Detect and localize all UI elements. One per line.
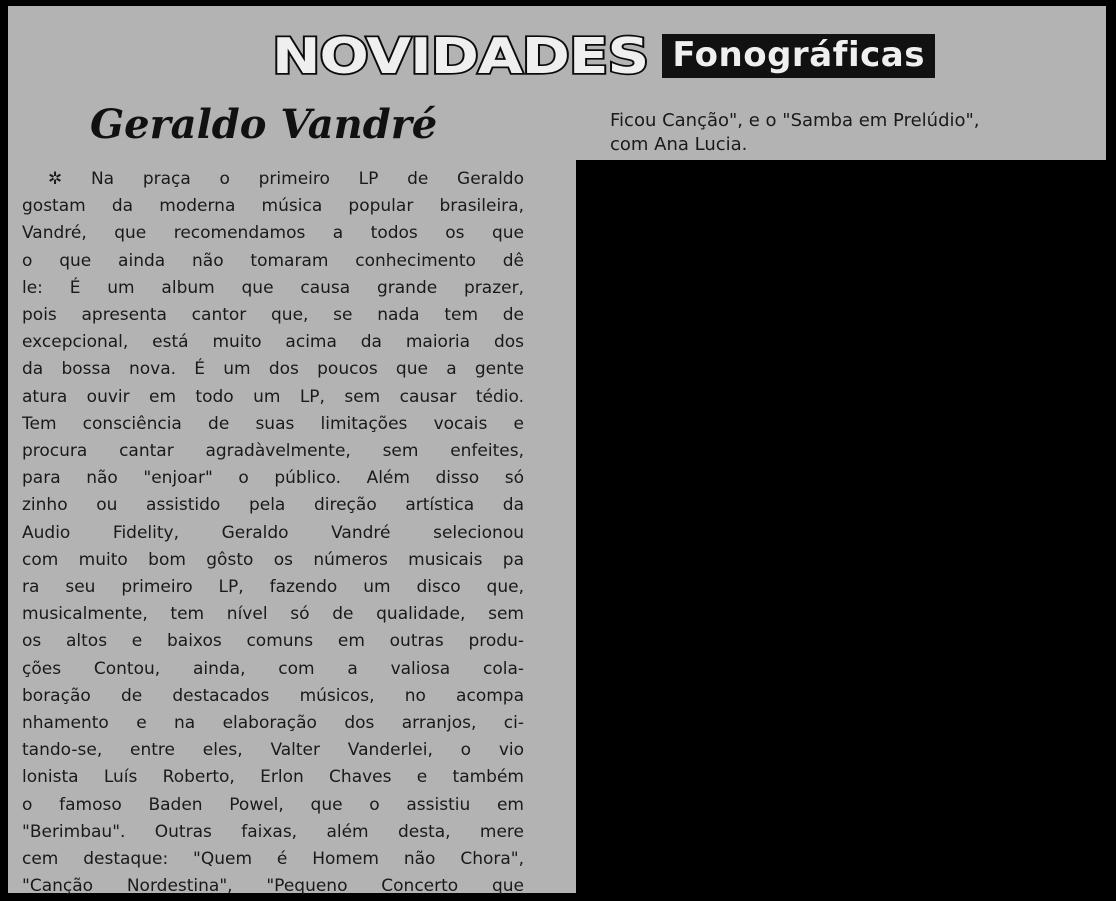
article-line: le: É um album que causa grande prazer, (22, 277, 524, 298)
article-line: procura cantar agradàvelmente, sem enfeites, (22, 441, 524, 462)
article-line: Ficou Canção", e o "Samba em Prelúdio", (610, 110, 980, 131)
article-line: tando-se, entre eles, Valter Vanderlei, o vio (22, 740, 524, 761)
article-title: Geraldo Vandré (90, 101, 438, 148)
masthead-title: NOVIDADES (272, 27, 649, 85)
article-column-right (610, 109, 1110, 157)
article-line: cem destaque: "Quem é Homem não Chora", (22, 849, 524, 870)
article-line: Tem consciência de suas limitações vocais e (22, 413, 524, 434)
article-line: os altos e baixos comuns em outras produ- (22, 631, 524, 652)
article-line: Audio Fidelity, Geraldo Vandré selecionou (22, 522, 524, 543)
article-line: gostam da moderna música popular brasileira, (22, 196, 524, 217)
masthead-subtitle: Fonográficas (662, 34, 935, 78)
article-line: o que ainda não tomaram conhecimento dê (22, 250, 524, 271)
article-line: com Ana Lucia. (610, 134, 748, 155)
article-line: pois apresenta cantor que, se nada tem de (22, 305, 524, 326)
article-line: lonista Luís Roberto, Erlon Chaves e também (22, 767, 524, 788)
section-masthead (272, 26, 935, 86)
article-column-left (22, 166, 524, 900)
article-line: ções Contou, ainda, com a valiosa cola- (22, 658, 524, 679)
article-line: excepcional, está muito acima da maioria dos (22, 332, 524, 353)
article-line: boração de destacados músicos, no acompa (22, 685, 524, 706)
article-line: zinho ou assistido pela direção artística da (22, 495, 524, 516)
article-line: musicalmente, tem nível só de qualidade, sem (22, 604, 524, 625)
article-line: com muito bom gôsto os números musicais pa (22, 549, 524, 570)
article-line: ra seu primeiro LP, fazendo um disco que, (22, 577, 524, 598)
article-line: ✲ Na praça o primeiro LP de Geraldo (48, 169, 524, 189)
article-line: "Berimbau". Outras faixas, além desta, mere (22, 821, 524, 842)
article-line: Vandré, que recomendamos a todos os que (22, 223, 524, 244)
article-line: "Canção Nordestina", "Pequeno Concerto que (22, 876, 524, 897)
article-line: atura ouvir em todo um LP, sem causar tédio. (22, 386, 524, 407)
article-line: da bossa nova. É um dos poucos que a gente (22, 359, 524, 380)
article-line: para não "enjoar" o público. Além disso só (22, 468, 524, 489)
article-line: o famoso Baden Powel, que o assistiu em (22, 794, 524, 815)
article-line: nhamento e na elaboração dos arranjos, ci- (22, 713, 524, 734)
